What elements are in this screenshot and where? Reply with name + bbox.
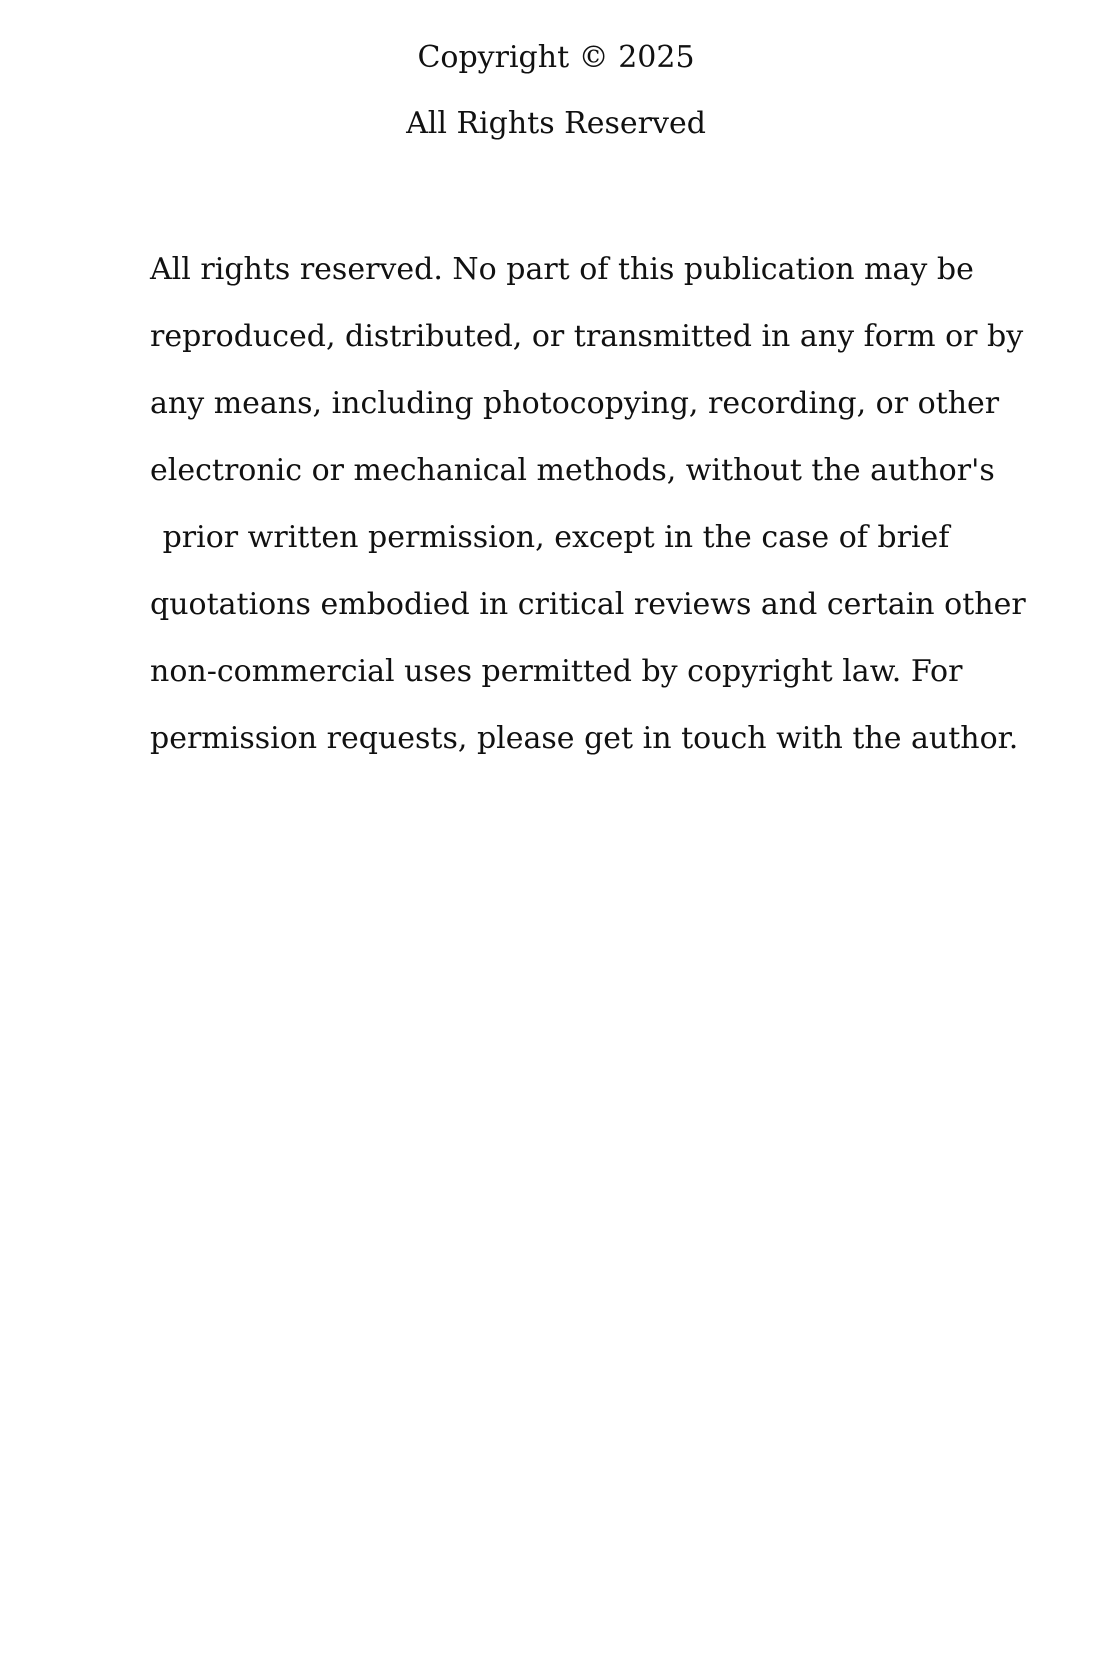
notice-line: permission requests, please get in touch with the author. — [150, 721, 1019, 756]
notice-line: All rights reserved. No part of this publication may be — [150, 252, 974, 287]
copyright-line: Copyright © 2025 — [417, 40, 695, 75]
notice-line: quotations embodied in critical reviews and certain other — [150, 587, 1026, 622]
notice-line: any means, including photocopying, recording, or other — [150, 386, 1000, 421]
notice-line: non-commercial uses permitted by copyright law. For — [150, 654, 963, 689]
copyright-heading — [0, 38, 1112, 144]
notice-line: electronic or mechanical methods, without the author's — [150, 453, 995, 488]
copyright-notice — [150, 236, 1026, 772]
notice-line: reproduced, distributed, or transmitted in any form or by — [150, 319, 1024, 354]
notice-line: prior written permission, except in the case of brief — [162, 520, 950, 555]
rights-reserved-line: All Rights Reserved — [406, 106, 706, 141]
